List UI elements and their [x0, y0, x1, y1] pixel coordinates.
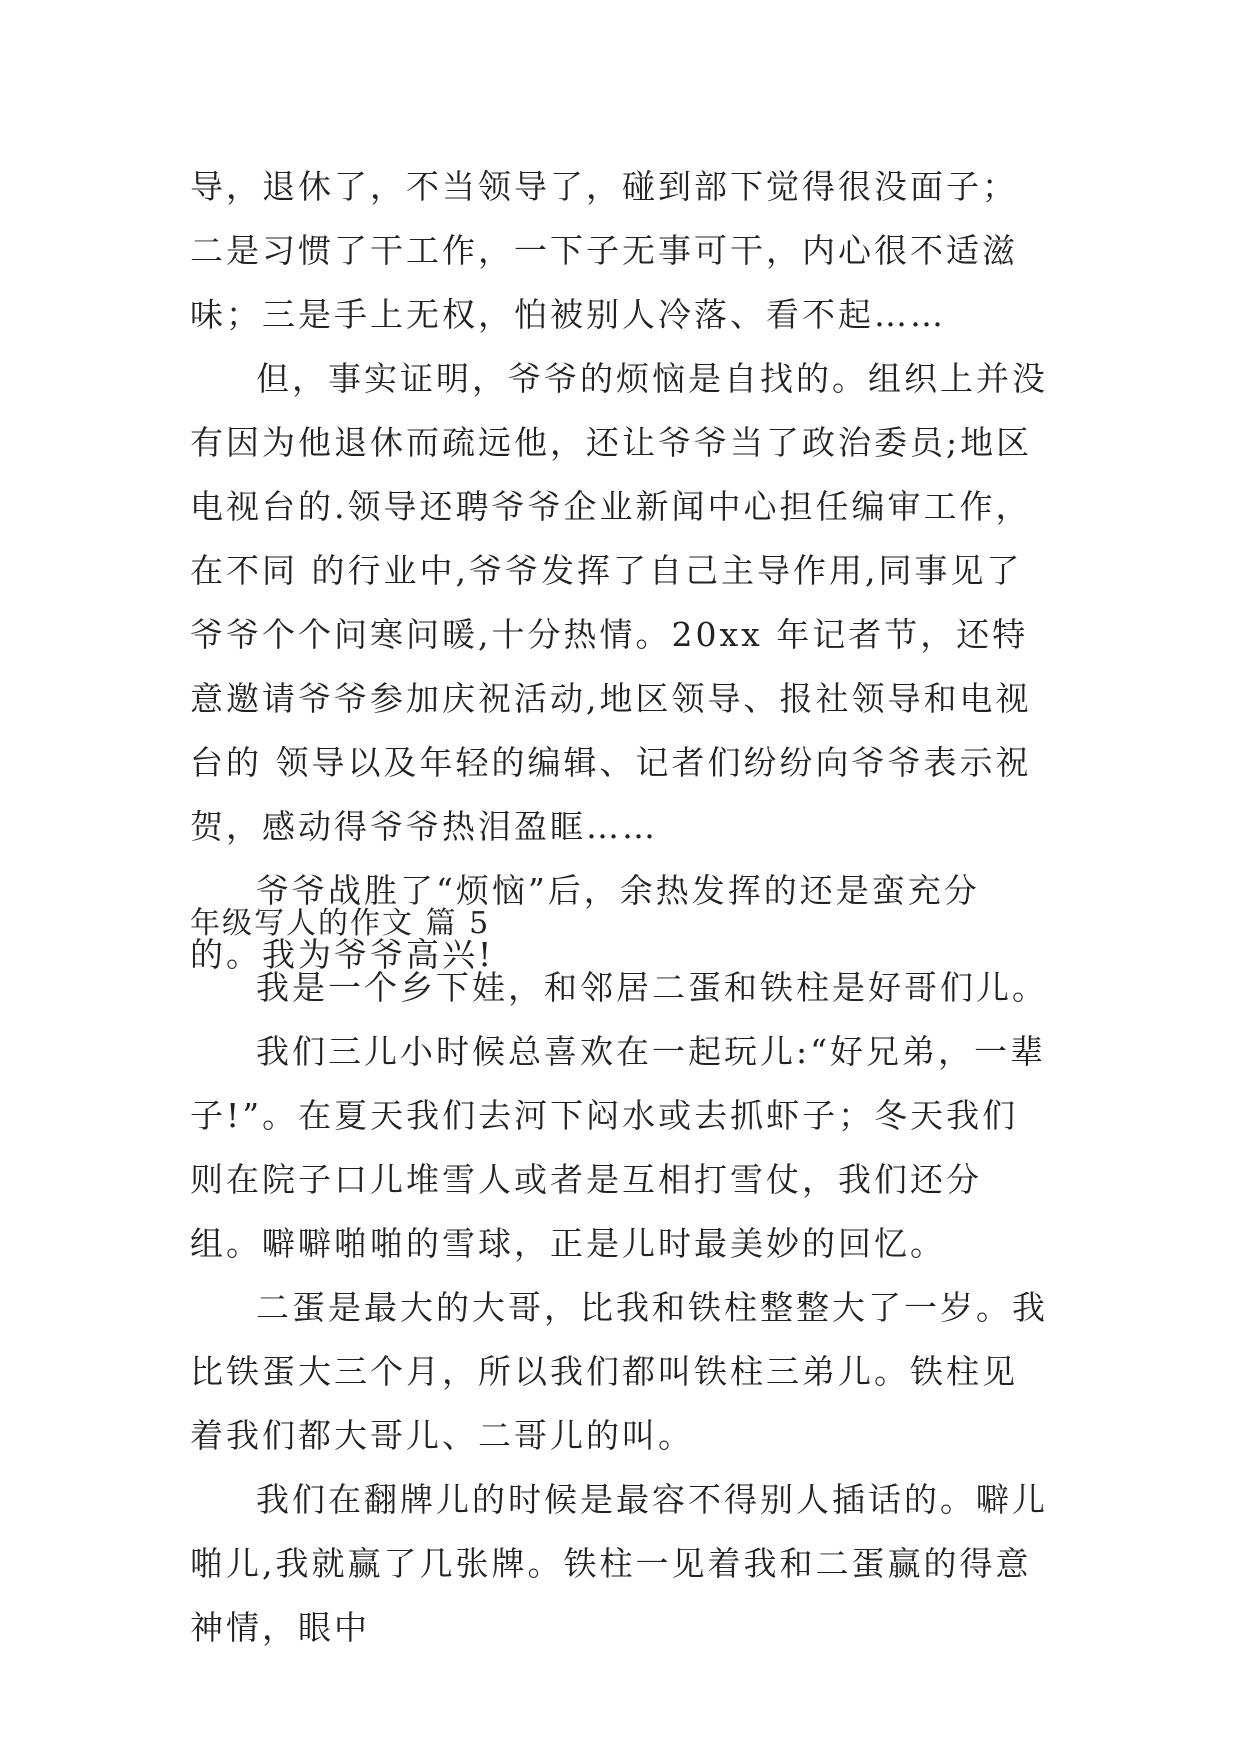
paragraph: 二蛋是最大的大哥，比我和铁柱整整大了一岁。我比铁蛋大三个月，所以我们都叫铁柱三弟儿。铁柱见着我们都大哥儿、二哥儿的叫。 — [190, 1288, 1048, 1455]
paragraph: 爷爷战胜了“烦恼”后，余热发挥的还是蛮充分的。我为爷爷高兴! — [190, 871, 980, 974]
section-heading: 年级写人的作文 篇 5 — [190, 906, 491, 941]
paragraph: 导，退休了，不当领导了，碰到部下觉得很没面子；二是习惯了干工作，一下子无事可干，内心很不适滋味；三是手上无权，怕被别人冷落、看不起…… — [190, 167, 1018, 334]
paragraph: 我是一个乡下娃，和邻居二蛋和铁柱是好哥们儿。 — [256, 968, 1048, 1007]
essay-continuation — [190, 155, 1050, 987]
paragraph: 我们在翻牌儿的时候是最容不得别人插话的。噼儿啪儿,我就赢了几张牌。铁柱一见着我和二蛋赢的得意神情，眼中 — [190, 1480, 1048, 1647]
paragraph: 我们三儿小时候总喜欢在一起玩儿:“好兄弟，一辈子!”。在夏天我们去河下闷水或去抓虾子；冬天我们则在院子口儿堆雪人或者是互相打雪仗，我们还分组。噼噼啪啪的雪球，正是儿时最美妙的回忆。 — [190, 1032, 1046, 1263]
essay-section-5 — [190, 892, 1050, 1660]
paragraph: 但，事实证明，爷爷的烦恼是自找的。组织上并没有因为他退休而疏远他，还让爷爷当了政治委员;地区电视台的.领导还聘爷爷企业新闻中心担任编审工作，在不同 的行业中,爷爷发挥了自己主导作用,同事见了爷爷个个问寒问暖,十分热情。20xx 年记者节，还特意邀请爷爷参加庆祝活动,地区领导、报社领导和电视台的 领导以及年轻的编辑、记者们纷纷向爷爷表示祝贺，感动得爷爷热泪盈眶…… — [190, 359, 1048, 846]
